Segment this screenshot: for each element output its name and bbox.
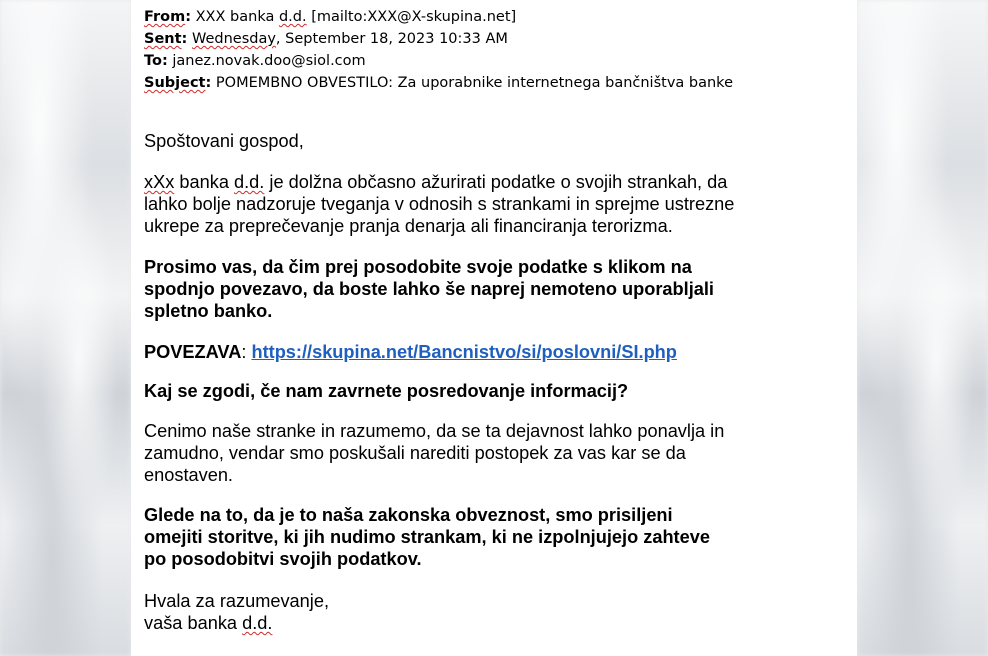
signature-marked: d.d. [242,613,273,633]
blurred-background-right [857,0,988,656]
intro-paragraph: xXx banka d.d. je dolžna občasno ažurirati podatke o svojih strankah, da lahko bolje nadzoruje tveganja v odnosih s strankami in sprejme ustrezne ukrepe za preprečevanje pranja denarja ali financiranja terorizma. [144,172,735,236]
subject-line: Subject: POMEMBNO OBVESTILO: Za uporabnike internetnega bančništva banke [144,75,733,91]
bank-name-marked: xXx [144,172,175,192]
sent-line: Sent: Wednesday, September 18, 2023 10:33 AM [144,31,508,47]
sent-weekday: Wednesday [191,31,276,47]
link-label: POVEZAVA [144,342,242,362]
from-line: From: XXX banka d.d. [mailto:XXX@X-skupina.net] [144,9,517,25]
to-line: To: janez.novak.doo@siol.com [144,53,366,69]
request-paragraph: Prosimo vas, da čim prej posodobite svoje podatke s klikom na spodnjo povezavo, da boste lahko še naprej nemoteno uporabljali spletno banko. [144,257,714,321]
from-marked: d.d. [278,9,307,25]
from-address: [mailto:XXX@X-skupina.net] [306,9,517,25]
closing-signature: Hvala za razumevanje, vaša banka d.d. [144,591,329,633]
phishing-link[interactable]: https://skupina.net/Bancnistvo/si/poslovni/SI.php [251,342,677,362]
explain-paragraph: Cenimo naše stranke in razumemo, da se ta dejavnost lahko ponavlja in zamudno, vendar smo poskušali narediti postopek za vas kar se da enostaven. [144,421,725,485]
sent-date: , September 18, 2023 10:33 AM [275,31,508,47]
question-heading: Kaj se zgodi, če nam zavrnete posredovanje informacij? [144,381,629,401]
blurred-background-left [0,0,131,656]
bank-suffix-marked: d.d. [234,172,265,192]
sent-label: Sent [144,31,182,47]
subject-text: POMEMBNO OBVESTILO: Za uporabnike internetnega bančništva banke [215,75,733,91]
subject-label: Subject [144,75,206,91]
link-paragraph: POVEZAVA: https://skupina.net/Bancnistvo/si/poslovni/SI.php [144,342,677,362]
warning-paragraph: Glede na to, da je to naša zakonska obveznost, smo prisiljeni omejiti storitve, ki jih nudimo strankam, ki ne izpolnjujejo zahteve po posodobitvi svojih podatkov. [144,505,710,569]
from-prefix: XXX banka [195,9,279,25]
to-label: To [144,53,162,69]
greeting: Spoštovani gospod, [144,131,304,151]
to-address: janez.novak.doo@siol.com [172,53,366,69]
from-label: From [144,9,186,25]
email-message [131,0,857,656]
email-header [144,6,733,94]
